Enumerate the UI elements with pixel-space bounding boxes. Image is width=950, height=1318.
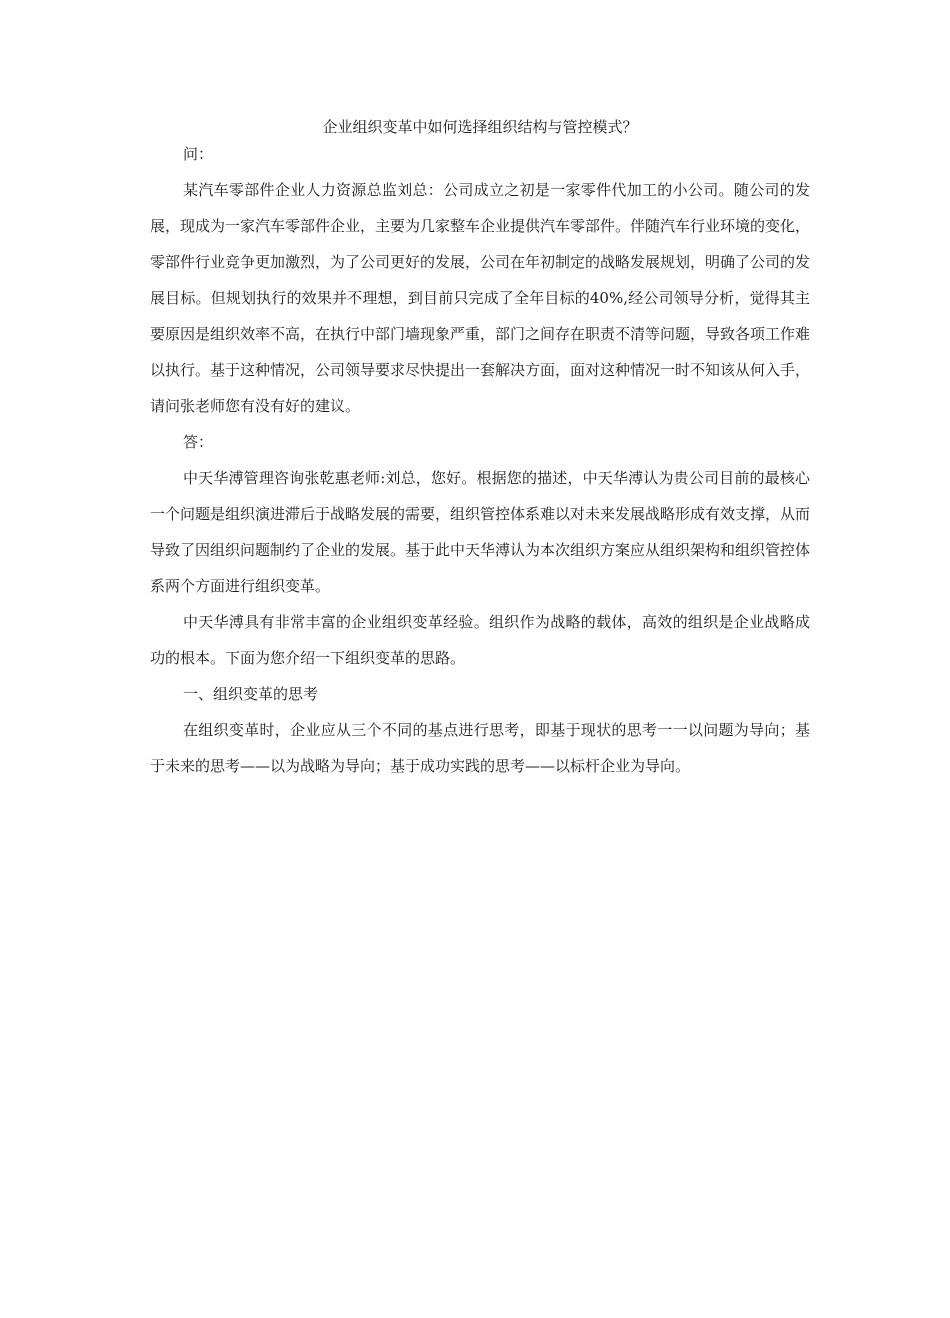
section-paragraph: 在组织变革时，企业应从三个不同的基点进行思考，即基于现状的思考一一以问题为导向；基于未来的思考——以为战略为导向；基于成功实践的思考——以标杆企业为导向。 <box>150 721 810 775</box>
document-body <box>150 112 810 784</box>
section-heading: 一、组织变革的思考 <box>183 685 319 703</box>
question-label: 问： <box>183 145 214 163</box>
answer-paragraph: 中天华溥管理咨询张乾惠老师:刘总，您好。根据您的描述，中天华溥认为贵公司目前的最核心一个问题是组织演进滞后于战略发展的需要，组织管控体系难以对未来发展战略形成有效支撑，从而导致了因组织问题制约了企业的发展。基于此中天华溥认为本次组织方案应从组织架构和组织管控体系两个方面进行组织变革。 <box>150 469 811 595</box>
question-paragraph: 某汽车零部件企业人力资源总监刘总：公司成立之初是一家零件代加工的小公司。随公司的发展，现成为一家汽车零部件企业，主要为几家整车企业提供汽车零部件。伴随汽车行业环境的变化，零部件行业竞争更加激烈，为了公司更好的发展，公司在年初制定的战略发展规划，明确了公司的发展目标。但规划执行的效果并不理想，到目前只完成了全年目标的40%,经公司领导分析，觉得其主要原因是组织效率不高，在执行中部门墙现象严重，部门之间存在职责不清等问题，导致各项工作难以执行。基于这种情况，公司领导要求尽快提出一套解决方面，面对这种情况一时不知该从何入手，请问张老师您有没有好的建议。 <box>150 181 811 415</box>
answer-paragraph: 中天华溥具有非常丰富的企业组织变革经验。组织作为战略的载体，高效的组织是企业战略成功的根本。下面为您介绍一下组织变革的思路。 <box>150 613 810 667</box>
document-title: 企业组织变革中如何选择组织结构与管控模式？ <box>322 118 638 136</box>
answer-label: 答： <box>183 433 214 451</box>
